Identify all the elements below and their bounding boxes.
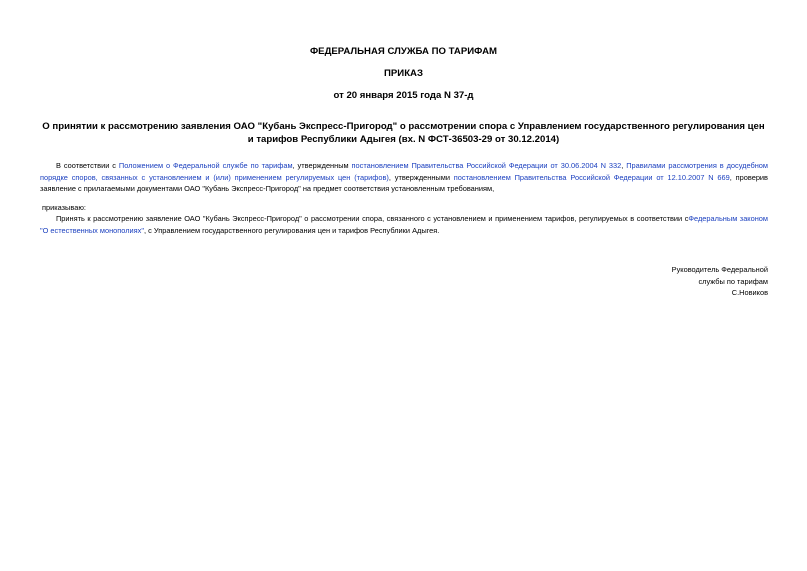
order-paragraph bbox=[40, 213, 768, 236]
signature-name: С.Новиков bbox=[731, 288, 768, 298]
order-word: приказываю: bbox=[42, 203, 86, 212]
signature-position-line1: Руководитель Федеральной bbox=[671, 265, 768, 274]
link-natural-monopolies-law[interactable]: Федеральным законом "О естественных монополиях" bbox=[40, 214, 768, 235]
link-dispute-rules[interactable]: Правилами рассмотрения в досудебном порядке споров, связанных с установлением и (или) применением регулируемых цен (тарифов) bbox=[40, 161, 769, 182]
document-subject-title: О принятии к рассмотрению заявления ОАО "Кубань Экспресс-Пригород" о рассмотрении спора с Управлением государственного регулирования цен и тарифов Республики Адыгея (вх. N ФСТ-36503-29 от 30.12.2014) bbox=[42, 121, 765, 145]
preamble-text-4: , утвержденными bbox=[388, 172, 454, 182]
link-regulation-fst[interactable]: Положением о Федеральной службе по тарифам bbox=[118, 161, 293, 170]
link-government-decree-669[interactable]: постановлением Правительства Российской Федерации от 12.10.2007 N 669 bbox=[453, 172, 730, 182]
document-date-number: от 20 января 2015 года N 37-д bbox=[333, 90, 474, 101]
signature-block bbox=[672, 264, 768, 299]
agency-heading: ФЕДЕРАЛЬНАЯ СЛУЖБА ПО ТАРИФАМ bbox=[309, 46, 498, 57]
signature-position-line2: службы по тарифам bbox=[698, 276, 768, 286]
link-government-decree-332[interactable]: постановлением Правительства Российской Федерации от 30.06.2004 N 332 bbox=[351, 161, 622, 170]
preamble-text-3: , bbox=[621, 161, 627, 170]
document-type-heading: ПРИКАЗ bbox=[384, 68, 423, 79]
preamble-text-5: , проверив заявление с прилагаемыми документами ОАО "Кубань Экспресс-Пригород" на предмет соответствия установленным требованиям, bbox=[40, 172, 768, 194]
order-text-1: Принять к рассмотрению заявление ОАО "Кубань Экспресс-Пригород" о рассмотрении спора, связанного с установлением и применением тарифов, регулируемых в соответствии с bbox=[56, 214, 689, 223]
preamble-paragraph bbox=[40, 160, 768, 195]
order-text-2: , с Управлением государственного регулирования цен и тарифов Республики Адыгея. bbox=[144, 225, 440, 235]
preamble-text-2: , утвержденным bbox=[292, 161, 352, 170]
preamble-text-1: В соответствии с bbox=[56, 161, 119, 170]
